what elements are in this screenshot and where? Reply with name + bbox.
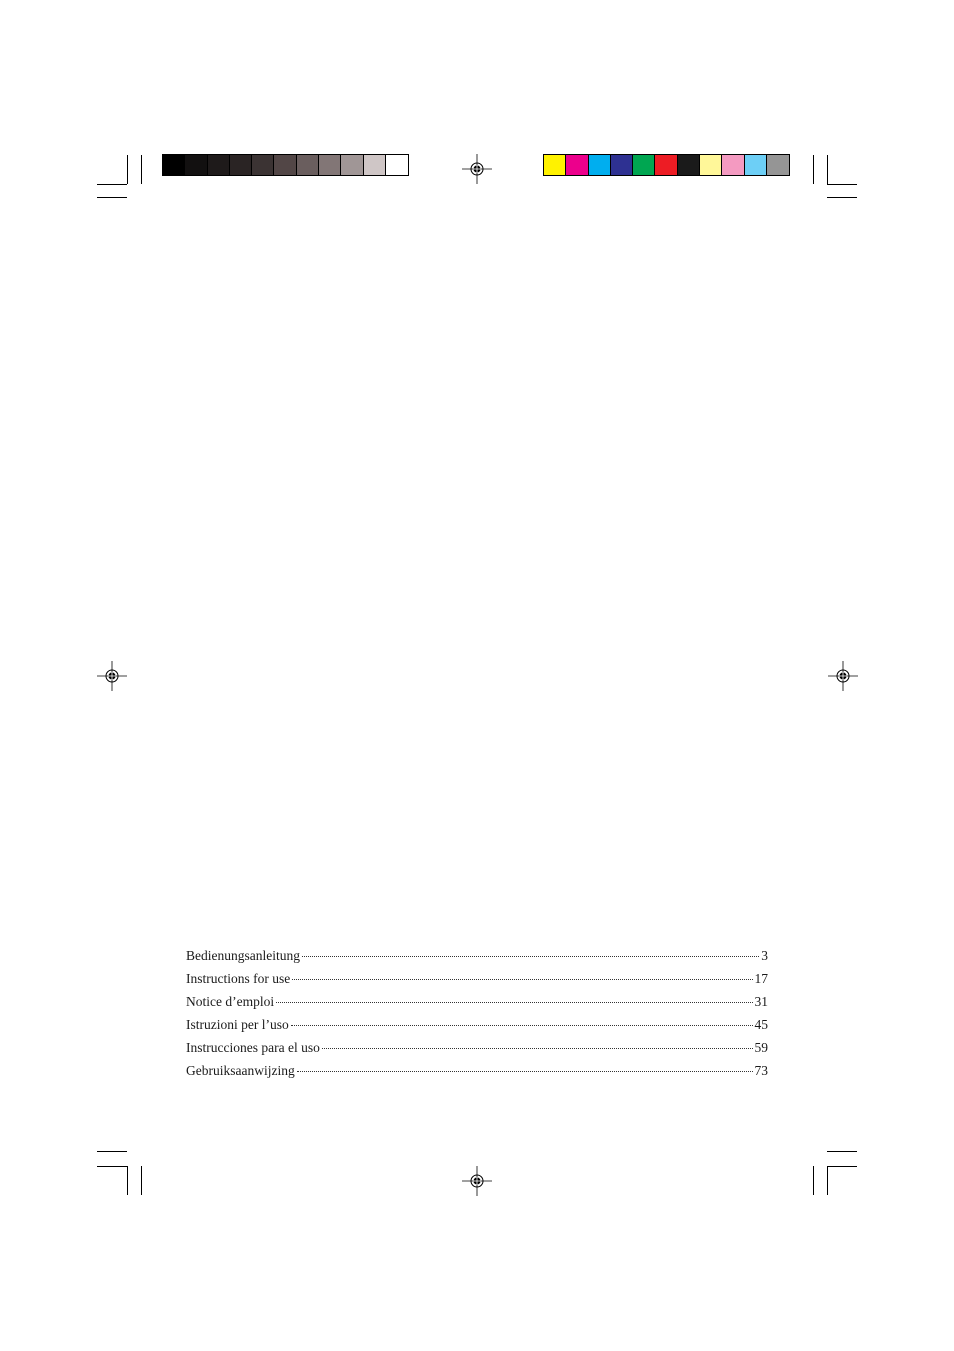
crop-mark — [827, 197, 857, 198]
registration-mark-icon — [462, 154, 492, 184]
color-swatch — [767, 155, 789, 175]
crop-mark — [827, 1151, 857, 1152]
color-swatch — [678, 155, 700, 175]
dot-leader — [322, 1048, 753, 1049]
toc-label: Istruzioni per l’uso — [186, 1017, 289, 1032]
table-of-contents — [186, 948, 768, 1086]
toc-page-number: 3 — [761, 948, 768, 963]
toc-page-number: 31 — [754, 994, 768, 1009]
color-swatch — [386, 155, 408, 175]
crop-mark — [141, 1166, 142, 1195]
crop-mark — [97, 184, 127, 185]
color-swatch — [252, 155, 274, 175]
crop-mark — [827, 155, 828, 184]
crop-mark — [127, 155, 128, 184]
color-swatch — [589, 155, 611, 175]
color-swatch — [611, 155, 633, 175]
toc-page-number: 45 — [754, 1017, 768, 1032]
color-swatch — [364, 155, 386, 175]
toc-label: Instrucciones para el uso — [186, 1040, 320, 1055]
color-swatch — [633, 155, 655, 175]
grayscale-calibration-bar — [162, 154, 409, 176]
registration-mark-icon — [462, 1166, 492, 1196]
toc-label: Notice d’emploi — [186, 994, 275, 1009]
color-swatch — [163, 155, 185, 175]
toc-label: Bedienungsanleitung — [186, 948, 300, 963]
crop-mark — [141, 155, 142, 184]
toc-entry-instrucciones-para-el-uso — [186, 1040, 768, 1063]
crop-mark — [827, 184, 857, 185]
toc-entry-bedienungsanleitung — [186, 948, 768, 971]
registration-mark-icon — [97, 661, 127, 691]
color-swatch — [655, 155, 677, 175]
toc-page-number: 59 — [754, 1040, 768, 1055]
toc-label: Instructions for use — [186, 971, 291, 986]
color-swatch — [208, 155, 230, 175]
toc-label: Gebruiksaanwijzing — [186, 1063, 295, 1078]
dot-leader — [276, 1002, 752, 1003]
registration-mark-icon — [828, 661, 858, 691]
color-swatch — [544, 155, 566, 175]
crop-mark — [827, 1166, 857, 1167]
dot-leader — [291, 1025, 753, 1026]
color-swatch — [722, 155, 744, 175]
color-swatch — [700, 155, 722, 175]
crop-mark — [813, 155, 814, 184]
crop-mark — [97, 1151, 127, 1152]
color-swatch — [319, 155, 341, 175]
color-swatch — [341, 155, 363, 175]
crop-mark — [97, 1166, 127, 1167]
toc-entry-instructions-for-use — [186, 971, 768, 994]
color-calibration-bar — [543, 154, 790, 176]
toc-page-number: 17 — [754, 971, 768, 986]
crop-mark — [813, 1166, 814, 1195]
dot-leader — [302, 956, 759, 957]
color-swatch — [745, 155, 767, 175]
dot-leader — [292, 979, 752, 980]
color-swatch — [566, 155, 588, 175]
toc-entry-gebruiksaanwijzing — [186, 1063, 768, 1086]
toc-entry-notice-demploi — [186, 994, 768, 1017]
toc-page-number: 73 — [754, 1063, 768, 1078]
crop-mark — [127, 1166, 128, 1195]
color-swatch — [297, 155, 319, 175]
dot-leader — [297, 1071, 753, 1072]
crop-mark — [97, 197, 127, 198]
crop-mark — [827, 1166, 828, 1195]
color-swatch — [274, 155, 296, 175]
color-swatch — [185, 155, 207, 175]
toc-entry-istruzioni-per-luso — [186, 1017, 768, 1040]
color-swatch — [230, 155, 252, 175]
